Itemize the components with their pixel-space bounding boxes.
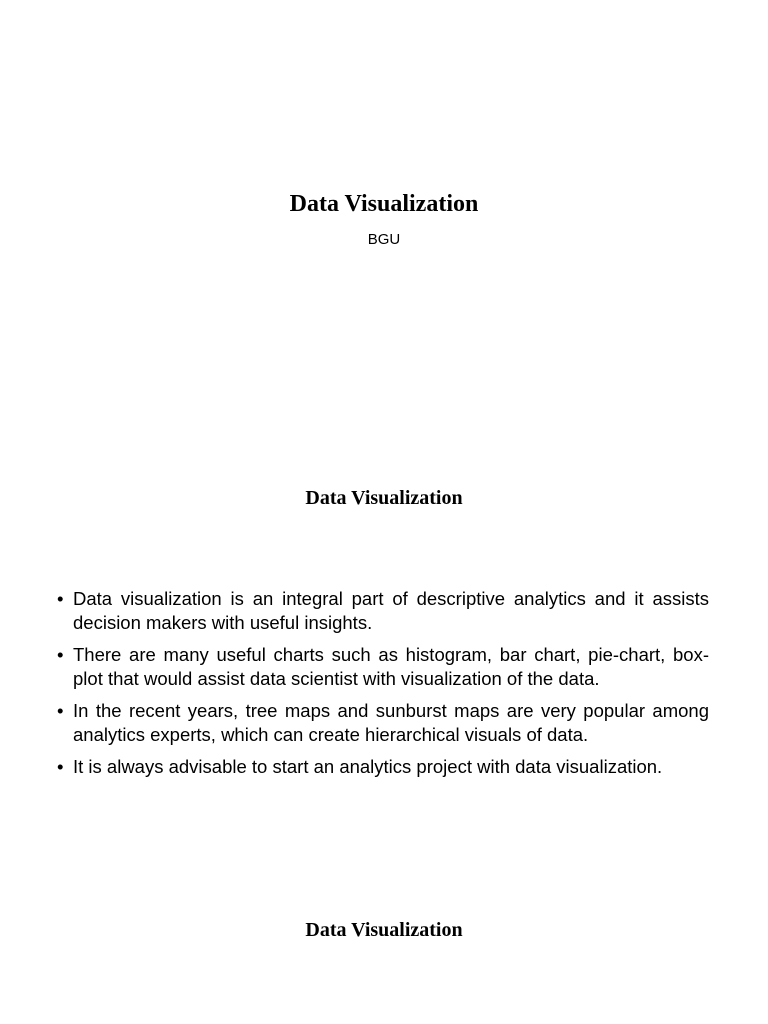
slide-3-title: Data Visualization — [305, 919, 463, 941]
slide-content-2 — [0, 864, 768, 1024]
bullet-dot-icon: • — [57, 588, 64, 609]
slide-2-title: Data Visualization — [305, 487, 463, 509]
bullet-text: There are many useful charts such as histogram, bar chart, pie-chart, box-plot that would assist data scientist with visualization of the data. — [73, 644, 709, 689]
bullet-text: In the recent years, tree maps and sunburst maps are very popular among analytics experts, which can create hierarchical visuals of data. — [73, 700, 709, 745]
bullet-item — [57, 643, 709, 690]
bullet-text: Data visualization is an integral part of descriptive analytics and it assists decision makers with useful insights. — [73, 588, 709, 633]
bullet-list — [57, 587, 709, 788]
slide-title — [0, 0, 768, 432]
bullet-dot-icon: • — [57, 756, 64, 777]
bullet-item — [57, 755, 709, 779]
bullet-item — [57, 699, 709, 746]
bullet-item — [57, 587, 709, 634]
bullet-dot-icon: • — [57, 644, 64, 665]
bullet-text: It is always advisable to start an analytics project with data visualization. — [73, 756, 663, 777]
slide-1-title: Data Visualization — [289, 191, 479, 217]
bullet-dot-icon: • — [57, 700, 64, 721]
slide-content — [0, 432, 768, 864]
slide-1-subtitle: BGU — [367, 231, 401, 248]
